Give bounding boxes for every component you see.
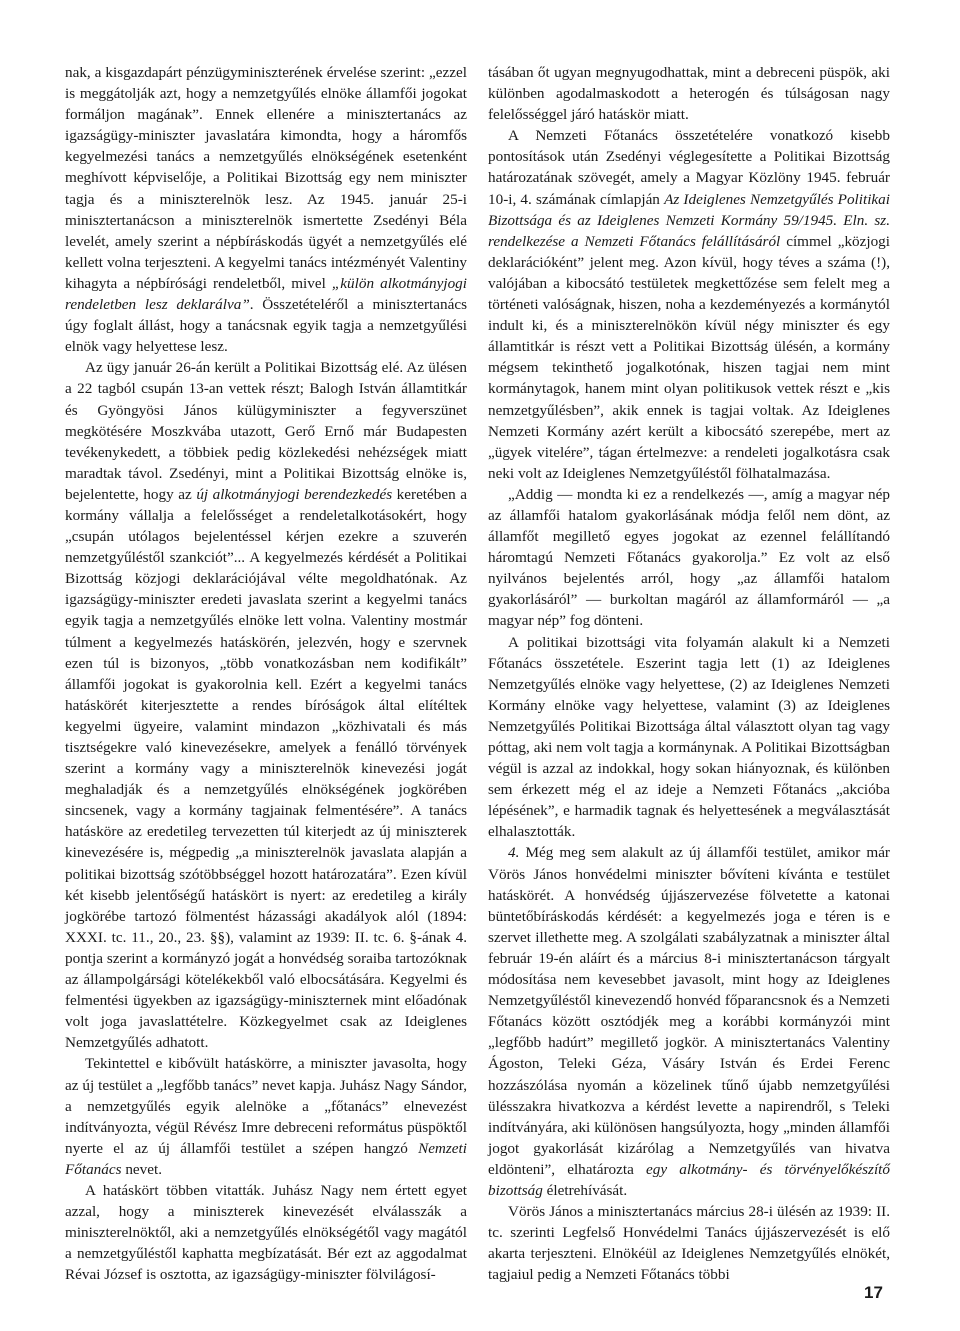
text-run: A politikai bizottsági vita folyamán alakult ki a Nemzeti Főtanács összetétele. Eszerint tagja lett (1) az Ideiglenes Nemzetgyűlés elnöke vagy helyettese, (2) az Ideiglenes Nemzeti Kormány elnöke vagy helyettese, valamint (3) az Ideiglenes Nemzetgyűlés Politikai Bizottsága által választott olyan tag vagy póttag, aki nem volt tagja a kormánynak. A Politikai Bizottságban végül is azzal az indokkal, hogy sokan hiányoznak, és különben sem érkezett még el az ideje a Nemzeti Főtanács „akcióba lépésének”, e harmadik tagnak és helyettesének a megválasztását elhalasztották. <box>488 633 890 841</box>
italic-text: 4. <box>508 844 520 862</box>
text-run: A hatáskört többen vitatták. Juhász Nagy nem értett egyet azzal, hogy a miniszterek kinevezését elválasszák a miniszterelnöktől, aki a nemzetgyűlés elnökségétől vagy magától a nemzetgyűléstől kaphatta megbízatását. Bér ezt az aggodalmat Révai József is osztotta, az igazságügy-miniszter fölvilágosí- <box>65 1181 467 1284</box>
paragraph <box>488 842 890 1201</box>
italic-text: Nemzeti Főtanács <box>65 1139 467 1178</box>
text-run: tásában őt ugyan megnyugodhattak, mint a debreceni püspök, aki különben agodalmaskodott a heterogén és túlságosan nagy felelősséggel járó hatáskör miatt. <box>488 64 890 124</box>
text-run: keretében a kormány vállalja a felelősséget a rendeletalkotásokért, hogy „csupán utólagos bejelentéssel kérjen ezekre a szuverén nemzetgyűléstől szankciót”... A kegyelmezés kérdését a Politikai Bizottság közjogi deklarációjával vélte megoldhatónak. Az igazságügy-miniszter eredeti javaslata szerint a kegyelmi tanács egyik tagja a nemzetgyűlés elnöke lett volna. Valentiny mostmár túlment a kegyelmezés hatáskörén, jelezvén, hogy e szervnek ezen túl is bizonyos, „több vonatkozásban nem kodifikált” államfői jogokat is gyakorolnia kell. Ezért a kegyelmi tanács hatáskörét kiterjesztette a rendes bíróságok által elítéltek kegyelmi ügyeire, valamint mindazon „közhivatali és más tisztségekre való kinevezésekre, amelyek a fenálló törvények szerint a kormány vagy a miniszterelnök kinevezési jogát meghaladják és a nemzetgyűlés elnökségének jogkörében sincsenek, vagy a kormány tagjainak felmentésére”. A tanács hatásköre az eredetileg tervezetten túl kiterjedt az új miniszterek kinevezésére is, mégpedig „a miniszterelnök javaslata alapján a politikai bizottság szótöbbséggel hozott határozatára”. Ezen kívül két kisebb jelentőségű hatáskört is nyert: az eredetileg a király jogkörébe tartozó fölmentést házassági akadályok alól (1894: XXXI. tc. 11., 20., 23. §§), valamint az 1939: II. tc. 6. §-ának 4. pontja szerint a kormányzó jogát a honvédség soraiba tartozóknak az állampolgársági kötelékekből való elbocsátására. Kegyelmi és felmentési ügyekben az igazságügy-miniszternek mint előadónak volt joga javaslattételre. Közkegyelmet csak az Ideiglenes Nemzetgyűlés adhatott. <box>65 485 467 1052</box>
paragraph <box>65 1180 467 1285</box>
paragraph <box>65 62 467 357</box>
text-run: Vörös János a minisztertanács március 28-i ülésén az 1939: II. tc. szerinti Legfelső Honvédelmi Tanács újjászervezését is elő akarta terjeszteni. Elnökéül az Ideiglenes Nemzetgyűlés elnökét, tagjaiul pedig a Nemzeti Főtanács többi <box>488 1203 890 1284</box>
italic-text: új alkotmányjogi berendezkedés <box>196 485 393 503</box>
left-column <box>65 62 467 1285</box>
text-run: címmel „közjogi deklarációként” jelent meg. Azon kívül, hogy téves a száma (!), valójában a kibocsátó testületek megkettőzése sem felelt meg a történeti valóságnak, hiszen, noha a kezdeményezés a kormánytól indult ki, és a miniszterelnökön kívül négy miniszter és egy államtitkár is részt vett a Politikai Bizottság ülésén, a kormány mégsem tekinthető jogalkotónak, hiszen tagjai nem mint kormánytagok, hanem mint olyan politikusok vettek részt e „kis nemzetgyűlésben”, akik ennek is tagjai voltak. Az Ideiglenes Nemzeti Kormány azért került a kibocsátó szerepébe, mert az „ügyek vitelére”, tágan értelmezve: a rendeleti jogalkotásra csak neki volt az Ideiglenes Nemzetgyűléstől fölhatalmazása. <box>488 232 890 482</box>
paragraph <box>488 1201 890 1285</box>
text-run: A Nemzeti Főtanács összetételére vonatkozó kisebb pontosítások után Zsedényi véglegesítette a Politikai Bizottság határozatának szövegét, amely a Magyar Közlöny 1945. február 10-i, 4. számának címlapján <box>488 127 890 208</box>
italic-text: egy alkotmány- és törvényelőkészítő bizottság <box>488 1160 890 1199</box>
paragraph <box>488 484 890 632</box>
page-number: 17 <box>864 1283 883 1302</box>
text-run: nevet. <box>121 1160 163 1178</box>
text-run: . Összetételéről a minisztertanács úgy foglalt állást, hogy a tanácsnak egyik tagja a nemzetgyűlési elnök vagy helyettese lesz. <box>65 296 467 356</box>
italic-text: „külön alkotmányjogi rendeletben lesz deklarálva” <box>65 274 467 314</box>
right-column <box>488 62 890 1285</box>
text-run: Az ügy január 26-án került a Politikai Bizottság elé. Az ülésen a 22 tagból csupán 13-an vettek részt; Balogh István államtitkár és Gyöngyösi János külügyminiszter a fegyverszünet megkötésére Moszkvába utazott, Gerő Ernő már Budapesten tevékenykedett, a többiek pedig közlekedési nehézségek miatt maradtak távol. Zsedényi, mint a Politikai Bizottság elnöke is, bejelentette, hogy az <box>65 359 467 503</box>
paragraph <box>65 1053 467 1180</box>
text-run: életrehívását. <box>542 1181 628 1199</box>
text-run: Tekintettel e kibővült hatáskörre, a miniszter javasolta, hogy az új testület a „legfőbb tanács” nevet kapja. Juhász Nagy Sándor, a nemzetgyűlés egyik alelnöke a „főtanács” elnevezést indítványozta, végül Révész Imre debreceni református püspöktől nyerte el az új államfői testület a szépen hangzó <box>65 1055 467 1157</box>
italic-text: Az Ideiglenes Nemzetgyűlés Politikai Bizottsága és az Ideiglenes Nemzeti Kormány 59/1945. Eln. sz. rendelkezése a Nemzeti Főtanács felállításáról <box>488 190 890 250</box>
text-run: nak, a kisgazdapárt pénzügyminiszterének érvelése szerint: „ezzel is meggátolják azt, hogy a nemzetgyűlés elnöke államfői jogokat formáljon magának”. Ennek ellenére a minisztertanács az igazságügy-miniszter javaslatára kimondta, hogy a háromfős kegyelmezési tanács a nemzetgyűlés elnökségének esetenként meghívott képviselője, a Politikai Bizottság egy nem miniszter tagja és a miniszterelnök lesz. Az 1945. január 25-i minisztertanácson a miniszterelnök ismertette Zsedényi Béla levelét, amely szerint a népbíráskodás ügyét a nemzetgyűlés elé kellett volna terjeszteni. A kegyelmi tanács intézményét Valentiny kihagyta a népbírósági rendeletből, mivel <box>65 64 467 292</box>
paragraph <box>65 357 467 1053</box>
paragraph <box>488 632 890 843</box>
text-run: Még meg sem alakult az új államfői testület, amikor már Vörös János honvédelmi miniszter bővíteni kívánta e testület hatáskörét. A honvédség újjászervezése fölvetette a katonai büntetőbíráskodás kérdését: a kegyelmezés joga e téren is e szervet illethette meg. A szolgálati szabályzatnak a miniszter által február 19-én aláírt és a március 8-i minisztertanácson tárgyalt módosítása nem kevesebbet javasolt, mint hogy az Ideiglenes Nemzetgyűléstől kinevezendő honvéd főparancsnok és a Nemzeti Főtanács között osztódjék meg a korábbi kormányzói mint „legfőbb hadúrt” megillető jogkör. A minisztertanács Valentiny Ágoston, Teleki Géza, Vásáry István és Erdei Ferenc hozzászólása nyomán a közelinek tűnő újabb nemzetgyűlési ülésszakra hivatkozva a kérdést levette a napirendről, s Teleki indítványára, aki különösen hangsúlyozta, hogy „minden államfői jogot gyakorlását kizárólag a Nemzetgyűlés van hivatva eldönteni”, elhatározta <box>488 844 890 1178</box>
paragraph <box>488 62 890 125</box>
text-run: „Addig — mondta ki ez a rendelkezés —, amíg a magyar nép az államfői hatalom gyakorlásának módja felől nem dönt, az államfőt megillető egyes jogokat az ezennel felállítandó háromtagú Nemzeti Főtanács gyakorolja.” Ez volt az első nyilvános bejelentés arról, hogy „az államfői hatalom gyakorlásáról” — burkoltan magáról az államformáról — „a magyar nép” fog dönteni. <box>488 485 890 630</box>
paragraph <box>488 125 890 484</box>
